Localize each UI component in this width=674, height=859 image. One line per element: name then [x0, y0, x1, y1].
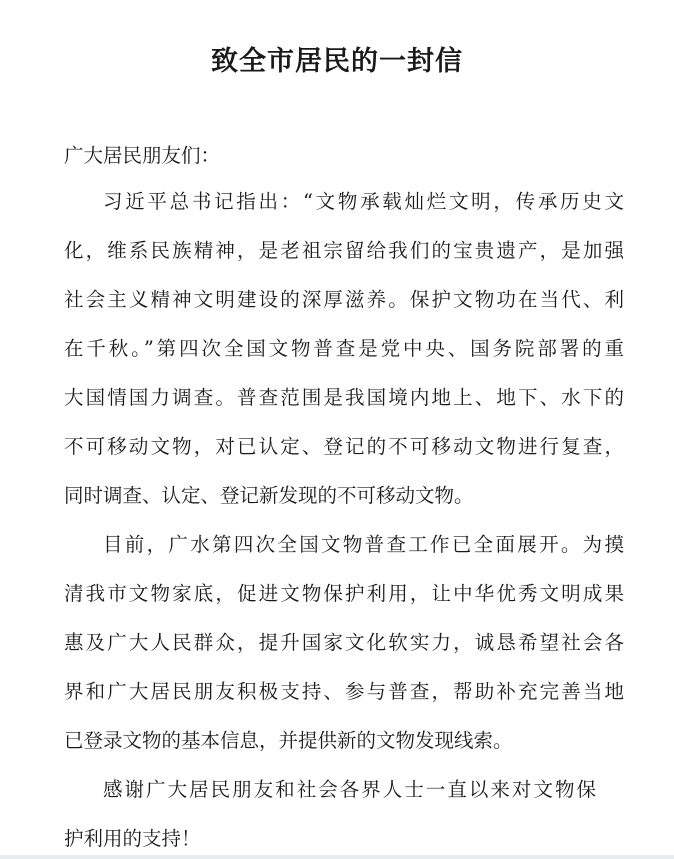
salutation: 广大居民朋友们：	[64, 144, 221, 167]
paragraph-1-line-6: 不可移动文物，对已认定、登记的不可移动文物进行复查，	[64, 435, 624, 458]
paragraph-2-line-3: 惠及广大人民群众，提升国家文化软实力，诚恳希望社会各	[64, 631, 624, 654]
paragraph-2-line-2: 清我市文物家底，促进文物保护利用，让中华优秀文明成果	[64, 582, 624, 605]
page-title: 致全市居民的一封信	[211, 46, 463, 77]
paragraph-1-line-7: 同时调查、认定、登记新发现的不可移动文物。	[64, 484, 474, 507]
paragraph-1-line-4: 在千秋。”第四次全国文物普查是党中央、国务院部署的重	[64, 337, 624, 360]
paragraph-3-line-1: 感谢广大居民朋友和社会各界人士一直以来对文物保	[103, 778, 596, 801]
paragraph-2-line-5: 已登录文物的基本信息，并提供新的文物发现线索。	[64, 729, 513, 752]
paragraph-1-line-1: 习近平总书记指出：“文物承载灿烂文明，传承历史文	[103, 190, 624, 213]
paragraph-1-line-3: 社会主义精神文明建设的深厚滋养。保护文物功在当代、利	[64, 288, 624, 311]
paragraph-1-line-2: 化，维系民族精神，是老祖宗留给我们的宝贵遗产，是加强	[64, 239, 624, 262]
paragraph-3-line-2: 护利用的支持！	[64, 827, 201, 850]
paragraph-1-line-5: 大国情国力调查。普查范围是我国境内地上、地下、水下的	[64, 386, 624, 409]
bottom-divider	[0, 855, 674, 859]
paragraph-2-line-4: 界和广大居民朋友积极支持、参与普查，帮助补充完善当地	[64, 680, 624, 703]
paragraph-2-line-1: 目前，广水第四次全国文物普查工作已全面展开。为摸	[103, 533, 624, 556]
